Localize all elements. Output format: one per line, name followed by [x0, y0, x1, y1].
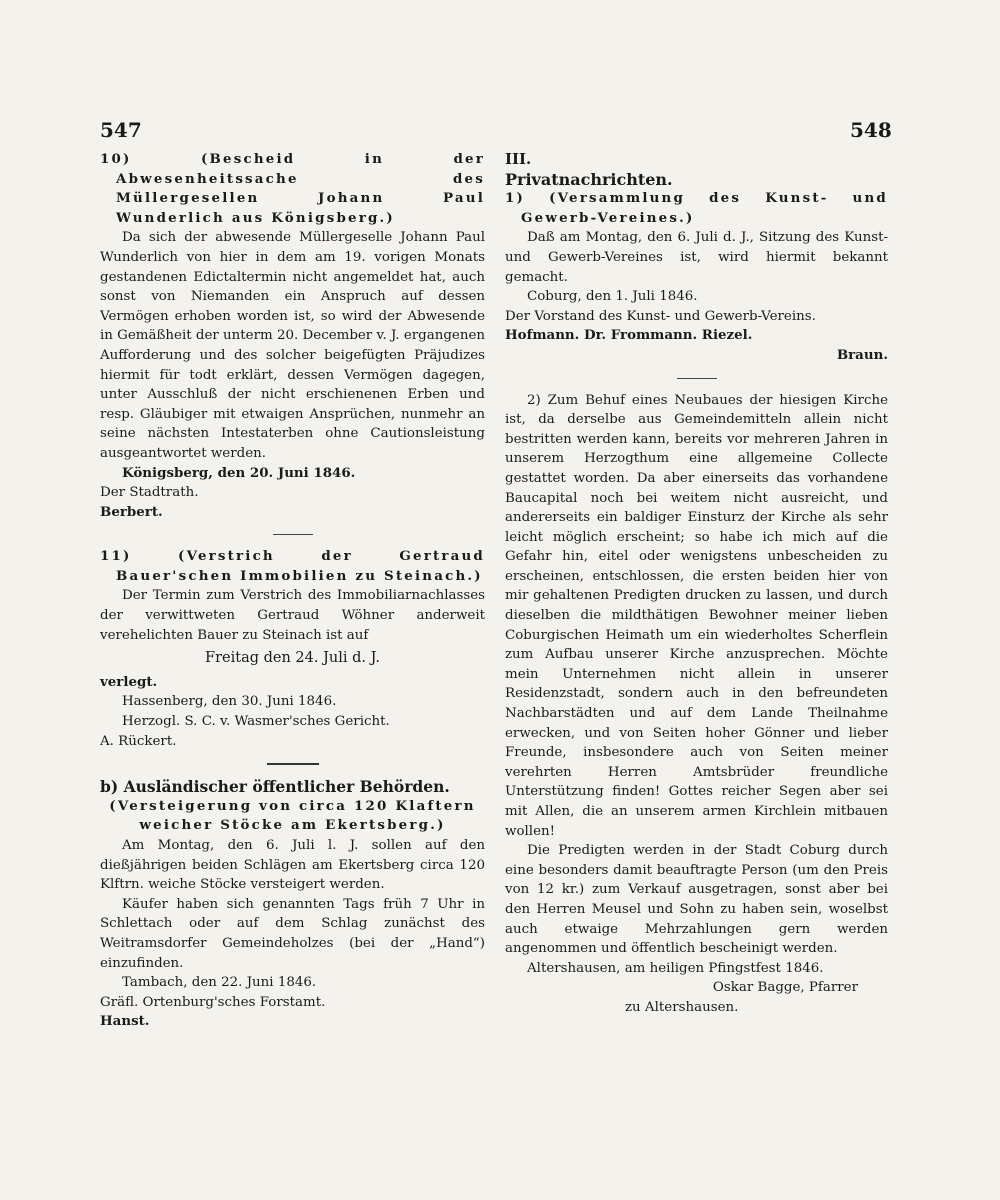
notice-11-heading: 11) (Verstrich der Gertraud Bauer'schen Immobilien zu Steinach.)	[100, 548, 485, 584]
divider	[677, 378, 717, 379]
notice-1-names: Hofmann. Dr. Frommann. Riezel.	[505, 327, 753, 344]
divider	[273, 534, 313, 535]
notice-2-body-2: Die Predigten werden in der Stadt Coburg durch eine besonders damit beauftragte Person (um den Preis von 12 kr.) zum Verkauf ausgetragen, sonst aber bei den Herren Meusel und Sohn zu haben sein, woselbst auch etwaige Mehrzahlungen gern werden angenommen und öffentlich bescheinigt werden.	[505, 843, 888, 957]
notice-11-place-date: Hassenberg, den 30. Juni 1846.	[122, 694, 337, 710]
section-number: III.	[505, 150, 532, 168]
notice-10-date: Königsberg, den 20. Juni 1846.	[122, 464, 356, 481]
section-b-signature-name: Hanst.	[100, 1013, 150, 1030]
notice-1-body: Daß am Montag, den 6. Juli d. J., Sitzung des Kunst- und Gewerb-Vereines ist, wird hiermit bekannt gemacht.	[505, 230, 888, 285]
divider	[267, 763, 319, 765]
notice-10-signature-office: Der Stadtrath.	[100, 485, 199, 501]
notice-11-body: Der Termin zum Verstrich des Immobiliarnachlasses der verwittweten Gertraud Wöhner anderweit verehelichten Bauer zu Steinach ist auf	[100, 588, 485, 643]
page-number-left: 547	[100, 118, 142, 142]
page-number-right: 548	[850, 118, 892, 142]
section-b-date: Tambach, den 22. Juni 1846.	[122, 975, 317, 991]
section-b-body-2: Käufer haben sich genannten Tags früh 7 Uhr in Schlettach oder auf dem Schlag zunächst des Weitramsdorfer Gemeindeholzes (bei der „Hand“) einzufinden.	[100, 896, 485, 971]
notice-11-verlegt: verlegt.	[100, 673, 158, 690]
section-b-heading: (Versteigerung von circa 120 Klaftern weicher Stöcke am Ekertsberg.)	[109, 797, 476, 834]
notice-2-signature-place: zu Altershausen.	[625, 999, 739, 1015]
notice-10-signature-name: Berbert.	[100, 503, 163, 520]
notice-10-body: Da sich der abwesende Müllergeselle Johann Paul Wunderlich von hier in dem am 19. vorigen Monats gestandenen Edictaltermin nicht angemeldet hat, auch sonst von Niemanden ein Anspruch auf dessen Vermögen erhoben worden ist, so wird der Abwesende in Gemäßheit der unterm 20. December v. J. ergangenen Aufforderung und des solcher beigefügten Präjudizes hiermit für todt erklärt, dessen Vermögen dagegen, unter Ausschluß der nicht erschienenen Erben und resp. Gläubiger mit etwaigen Ansprüchen, nunmehr an seine nächsten Intestaterben ohne Cautionsleistung ausgeantwortet werden.	[100, 230, 485, 461]
notice-2-date: Altershausen, am heiligen Pfingstfest 1846.	[527, 960, 824, 976]
notice-1-date: Coburg, den 1. Juli 1846.	[527, 289, 698, 305]
notice-1-board: Der Vorstand des Kunst- und Gewerb-Vereins.	[505, 308, 816, 324]
notice-2-body-1: 2) Zum Behuf eines Neubaues der hiesigen Kirche ist, da derselbe aus Gemeindemitteln allein nicht bestritten werden kann, bereits vor mehreren Jahren in unserem Herzogthum eine allgemeine Collecte gestattet worden. Da aber einerseits das vorhandene Baucapital noch bei weitem nicht ausreicht, und andererseits ein baldiger Einsturz der Kirche als sehr leicht möglich erscheint; so habe ich mich auf die Gefahr hin, eitel oder wenigstens unbescheiden zu erscheinen, entschlossen, die ersten beiden hier von mir gehaltenen Predigten drucken zu lassen, und durch dieselben die mildthätigen Bewohner meiner lieben Coburgischen Heimath um ein wiederholtes Scherflein zum Aufbau unserer Kirche anzusprechen. Möchte mein Unternehmen nicht allein in unserer Residenzstadt, sondern auch in den befreundeten Nachbarstädten und auf dem Lande Theilnahme erwecken, und von Seiten hoher Gönner und lieber Freunde, insbesondere auch von Seiten meiner verehrten Herren Amtsbrüder freundliche Unterstützung finden! Gottes reicher Segen aber sei mit Allen, die an unserem armen Kirchlein mitbauen wollen!	[505, 392, 888, 839]
notice-11-signature-office: Herzogl. S. C. v. Wasmer'sches Gericht.	[122, 714, 390, 730]
notice-11-date-line: Freitag den 24. Juli d. J.	[205, 650, 380, 667]
section-b-body-1: Am Montag, den 6. Juli l. J. sollen auf den dießjährigen beiden Schlägen am Ekertsberg circa 120 Klftrn. weiche Stöcke versteigert werden.	[100, 838, 485, 893]
section-b-title: b) Ausländischer öffentlicher Behörden.	[100, 777, 450, 797]
section-b-signature-office: Gräfl. Ortenburg'sches Forstamt.	[100, 994, 326, 1010]
section-title: Privatnachrichten.	[505, 169, 673, 189]
right-column	[505, 150, 888, 1018]
notice-2-signature-name: Oskar Bagge, Pfarrer	[712, 980, 858, 996]
notice-1-heading: 1) (Versammlung des Kunst- und Gewerb-Vereines.)	[505, 190, 888, 226]
left-column	[100, 150, 485, 1032]
notice-10-heading: 10) (Bescheid in der Abwesenheitssache des Müllergesellen Johann Paul Wunderlich aus Königsberg.)	[100, 151, 485, 226]
notice-11-signature-name: A. Rückert.	[100, 733, 177, 749]
notice-1-name-last: Braun.	[836, 346, 888, 363]
